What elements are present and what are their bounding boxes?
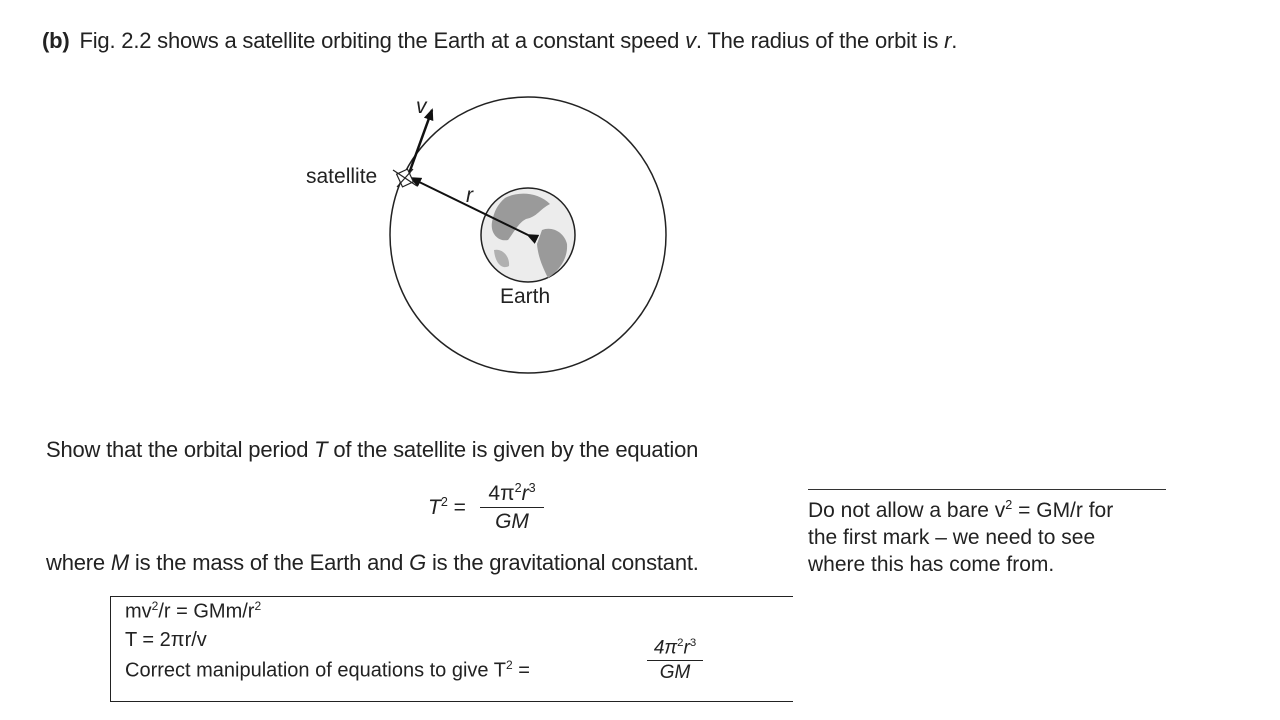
satellite-label: satellite (306, 165, 378, 188)
prompt-text-end: of the satellite is given by the equation (327, 437, 699, 462)
equation-fraction (480, 481, 544, 534)
equals-sign: = (447, 496, 466, 519)
fraction-denominator: GM (495, 510, 529, 533)
mark-scheme-line-3: Correct manipulation of equations to give $T^2$ = (125, 658, 530, 682)
gravitational-constant-symbol: G (409, 550, 427, 575)
question-header (42, 28, 957, 54)
note-line-3: where this has come from. (808, 553, 1055, 576)
ms-fraction-denominator: GM (659, 662, 691, 684)
question-text-end: . (951, 28, 958, 53)
mark-scheme-line-2: T = 2πr/v (125, 629, 207, 651)
radius-symbol: r (944, 28, 952, 53)
note-line-2: the first mark – we need to see (808, 526, 1096, 549)
prompt-text: Show that the orbital period (46, 437, 315, 462)
mark-scheme-box (110, 596, 793, 702)
radius-label: r (466, 184, 473, 207)
velocity-label: v (416, 95, 427, 118)
velocity-arrow (407, 110, 432, 179)
where-explanation: where M is the mass of the Earth and G is the gravitational constant. (46, 550, 699, 575)
mark-scheme-fraction (647, 637, 703, 684)
question-text: Fig. 2.2 shows a satellite orbiting the Earth at a constant speed (79, 28, 686, 53)
question-part-label: (b) (42, 28, 70, 53)
mark-scheme-line-1: $mv^2/r = GMm/r^2$ (125, 599, 262, 623)
fraction-numerator: $4\pi^2r^3$ (480, 481, 544, 508)
period-symbol: T (314, 437, 328, 462)
satellite-icon (393, 169, 417, 187)
mass-symbol: M (110, 550, 129, 575)
orbit-figure (280, 88, 680, 378)
examiner-note (808, 489, 1166, 578)
ms-fraction-numerator: $4\pi^2r^3$ (647, 637, 703, 661)
note-line-1: Do not allow a bare $v^2 = GM/r$ for (808, 498, 1114, 522)
speed-symbol: v (685, 28, 696, 53)
lhs-symbol: T (428, 496, 441, 519)
earth-label: Earth (500, 285, 551, 308)
show-that-prompt (46, 437, 698, 463)
question-text-mid: . The radius of the orbit is (695, 28, 945, 53)
equation-lhs (428, 495, 466, 520)
lhs-exponent: 2 (440, 495, 448, 509)
